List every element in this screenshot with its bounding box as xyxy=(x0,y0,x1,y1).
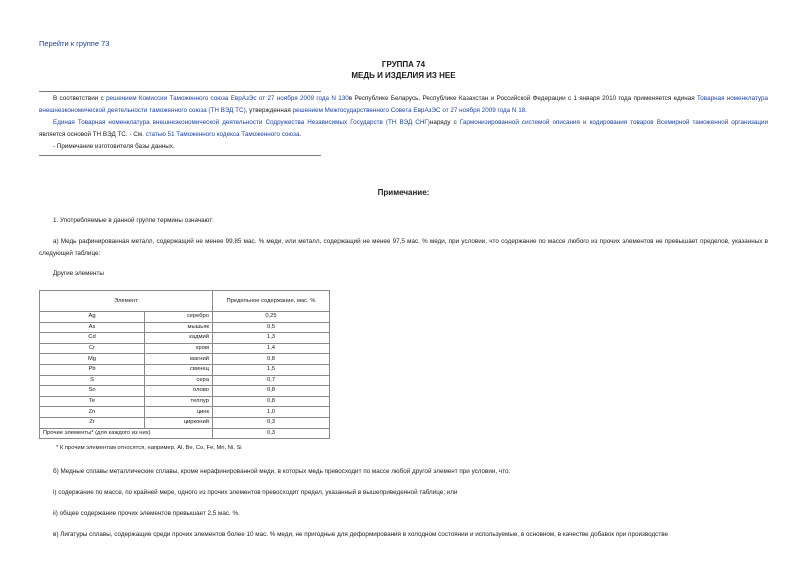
element-symbol: Te xyxy=(40,396,145,407)
element-name: хром xyxy=(145,343,213,354)
col-element-header: Элемент xyxy=(40,291,213,312)
table-header-row xyxy=(40,291,330,312)
intro-paragraph-1: В соответствии с решением Комиссии Таможенного союза ЕврАзЭс от 27 ноября 2009 года N 130в Республике Беларусь, Республике Казахстан и Российской Федерации с 1 января 2010 года применяется единая Товарная номенклатура внешнеэкономической деятельности таможенного союза (ТН ВЭД ТС), утвержденная решением Межгосударственного Совета ЕврАзЭС от 27 ноября 2009 года N 18. xyxy=(39,95,769,114)
table-row-other xyxy=(40,428,330,439)
intro-top-rule xyxy=(39,91,321,92)
element-limit: 1,4 xyxy=(213,343,330,354)
element-symbol: As xyxy=(40,322,145,333)
note-item-b: б) Медные сплавы металлические сплавы, кроме нерафинированной меди, в которых медь превосходит по массе любой другой элемент при условии, что: xyxy=(53,468,511,475)
table-row xyxy=(40,407,330,418)
element-name: олово xyxy=(145,386,213,397)
customs-code-link[interactable]: статью 51 Таможенного кодекса Таможенного союза xyxy=(145,131,300,138)
db-maker-note: - Примечание изготовителя базы данных. xyxy=(53,143,175,150)
table-row xyxy=(40,312,330,323)
element-limit: 1,3 xyxy=(213,333,330,344)
council-decision-link[interactable]: решением Межгосударственного Совета ЕврАзЭС от 27 ноября 2009 года N 18 xyxy=(292,107,526,114)
element-name: мышьяк xyxy=(145,322,213,333)
elements-table xyxy=(39,290,330,439)
element-limit: 0,5 xyxy=(213,322,330,333)
element-limit: 1,0 xyxy=(213,407,330,418)
element-symbol: Zn xyxy=(40,407,145,418)
commission-decision-link[interactable]: решением Комиссии Таможенного союза ЕврАзЭс от 27 ноября 2009 года N 130 xyxy=(106,95,349,102)
harmonized-system-link[interactable]: Гармонизированной системой описания и кодирования товаров Всемирной таможенной организации xyxy=(459,119,768,126)
table-caption: Другие элементы xyxy=(53,270,104,277)
tn-ved-sng-link[interactable]: Единая Товарная номенклатура внешнеэкономической деятельности Содружества Независимых Государств (ТН ВЭД СНГ) xyxy=(53,119,430,126)
element-limit: 0,8 xyxy=(213,386,330,397)
other-elements-label: Прочие элементы* (для каждого из них) xyxy=(40,428,213,439)
element-symbol: Ag xyxy=(40,312,145,323)
prev-group-link[interactable]: Перейти к группе 73 xyxy=(39,39,110,48)
table-row xyxy=(40,417,330,428)
element-symbol: Cr xyxy=(40,343,145,354)
element-symbol: Mg xyxy=(40,354,145,365)
element-symbol: S xyxy=(40,375,145,386)
element-limit: 0,25 xyxy=(213,312,330,323)
other-elements-limit: 0,3 xyxy=(213,428,330,439)
note-item-ii: ii) общее содержание прочих элементов превышает 2,5 мас. %. xyxy=(53,510,240,517)
element-limit: 0,8 xyxy=(213,396,330,407)
element-symbol: Sn xyxy=(40,386,145,397)
table-row xyxy=(40,375,330,386)
element-limit: 0,3 xyxy=(213,417,330,428)
intro-block xyxy=(39,93,768,153)
element-name: теллур xyxy=(145,396,213,407)
intro-paragraph-2: Единая Товарная номенклатура внешнеэкономической деятельности Содружества Независимых Государств (ТН ВЭД СНГ)наряду с Гармонизированной системой описания и кодирования товаров Всемирной таможенной организации является основой ТН ВЭД ТС. - См. статью 51 Таможенного кодекса Таможенного союза. xyxy=(39,119,768,138)
element-name: свинец xyxy=(145,364,213,375)
group-number: ГРУППА 74 xyxy=(381,60,426,69)
table-row xyxy=(40,333,330,344)
table-row xyxy=(40,322,330,333)
table-footnote: * К прочим элементам относятся, например, Al, Be, Co, Fe, Mn, Ni, Si xyxy=(56,445,242,451)
element-name: серебро xyxy=(145,312,213,323)
element-name: цирконий xyxy=(145,417,213,428)
intro-bottom-rule xyxy=(39,155,321,156)
table-row xyxy=(40,364,330,375)
note-item-1: 1. Употребляемые в данной группе термины означают: xyxy=(53,217,214,224)
table-row xyxy=(40,386,330,397)
element-name: сера xyxy=(145,375,213,386)
element-symbol: Zr xyxy=(40,417,145,428)
element-limit: 0,7 xyxy=(213,375,330,386)
page-title: МЕДЬ И ИЗДЕЛИЯ ИЗ НЕЕ xyxy=(351,71,456,80)
element-name: магний xyxy=(145,354,213,365)
note-item-a: а) Медь рафинированная металл, содержащий не менее 99,85 мас. % меди, или металл, содержащий не менее 97,5 мас. % меди, при условии, что содержание по массе любого из прочих элементов не превышает пределов, указанных в следующей таблице: xyxy=(39,238,768,257)
element-symbol: Cd xyxy=(40,333,145,344)
note-item-v: в) Лигатуры сплавы, содержащие среди прочих элементов более 10 мас. % меди, не пригодные для деформирования в холодном состоянии и используемые, в основном, в качестве добавок при производстве xyxy=(53,531,668,538)
element-symbol: Pb xyxy=(40,364,145,375)
col-limit-header: Предельное содержание, мас. % xyxy=(213,291,330,312)
note-heading: Примечание: xyxy=(377,188,430,197)
element-limit: 1,5 xyxy=(213,364,330,375)
table-row xyxy=(40,343,330,354)
note-item-i: i) содержание по массе, по крайней мере, одного из прочих элементов превосходит предел, указанный в вышеприведенной таблице; или xyxy=(53,489,458,496)
element-name: цинк xyxy=(145,407,213,418)
tn-ved-ts-link[interactable]: Товарная номенклатура внешнеэкономической деятельности таможенного союза (ТН ВЭД ТС) xyxy=(39,95,769,114)
table-row xyxy=(40,354,330,365)
element-name: кадмий xyxy=(145,333,213,344)
table-row xyxy=(40,396,330,407)
element-limit: 0,8 xyxy=(213,354,330,365)
